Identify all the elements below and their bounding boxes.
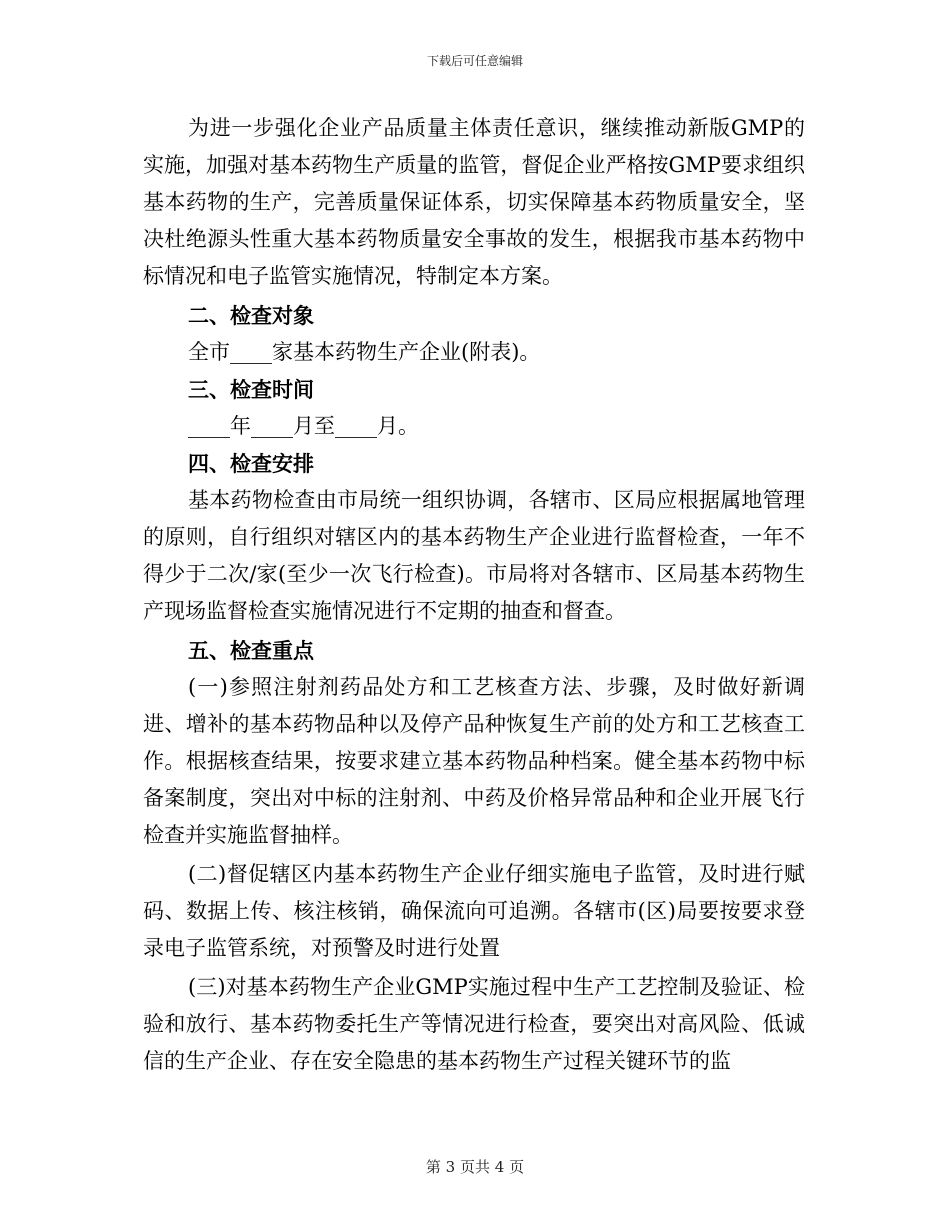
page-header: 下载后可任意编辑 [426, 54, 523, 68]
section-heading-inspection-focus: 五、检查重点 [188, 638, 314, 663]
inspection-time-paragraph: ____年____月至____月。 [188, 414, 419, 438]
inspection-arrangement-paragraph: 基本药物检查由市局统一组织协调，各辖市、区局应根据属地管理的原则，自行组织对辖区内的基本药物生产企业进行监督检查，一年不得少于二次/家(至少一次飞行检查)。市局将对各辖市、区局基本药物生产现场监督检查实施情况进行不定期的抽查和督查。 [143, 488, 805, 623]
focus-item-3-paragraph: (三)对基本药物生产企业GMP实施过程中生产工艺控制及验证、检验和放行、基本药物委托生产等情况进行检查，要突出对高风险、低诚信的生产企业、存在安全隐患的基本药物生产过程关键环节的监 [143, 975, 805, 1073]
section-heading-inspection-target: 二、检查对象 [188, 303, 314, 328]
section-heading-inspection-arrangement: 四、检查安排 [188, 451, 314, 476]
section-heading-inspection-time: 三、检查时间 [188, 377, 314, 402]
inspection-target-paragraph: 全市____家基本药物生产企业(附表)。 [188, 340, 541, 364]
focus-item-2-paragraph: (二)督促辖区内基本药物生产企业仔细实施电子监管，及时进行赋码、数据上传、核注核销，确保流向可追溯。各辖市(区)局要按要求登录电子监管系统，对预警及时进行处置 [143, 862, 805, 960]
page-footer: 第 3 页共 4 页 [425, 1158, 525, 1176]
focus-item-1-paragraph: (一)参照注射剂药品处方和工艺核查方法、步骤，及时做好新调进、增补的基本药物品种以及停产品种恢复生产前的处方和工艺核查工作。根据核查结果，按要求建立基本药物品种档案。健全基本药物中标备案制度，突出对中标的注射剂、中药及价格异常品种和企业开展飞行检查并实施监督抽样。 [143, 675, 805, 847]
document-body [143, 110, 805, 1080]
intro-paragraph: 为进一步强化企业产品质量主体责任意识，继续推动新版GMP的实施，加强对基本药物生产质量的监管，督促企业严格按GMP要求组织基本药物的生产，完善质量保证体系，切实保障基本药物质量安全，坚决杜绝源头性重大基本药物质量安全事故的发生，根据我市基本药物中标情况和电子监管实施情况，特制定本方案。 [143, 116, 805, 288]
